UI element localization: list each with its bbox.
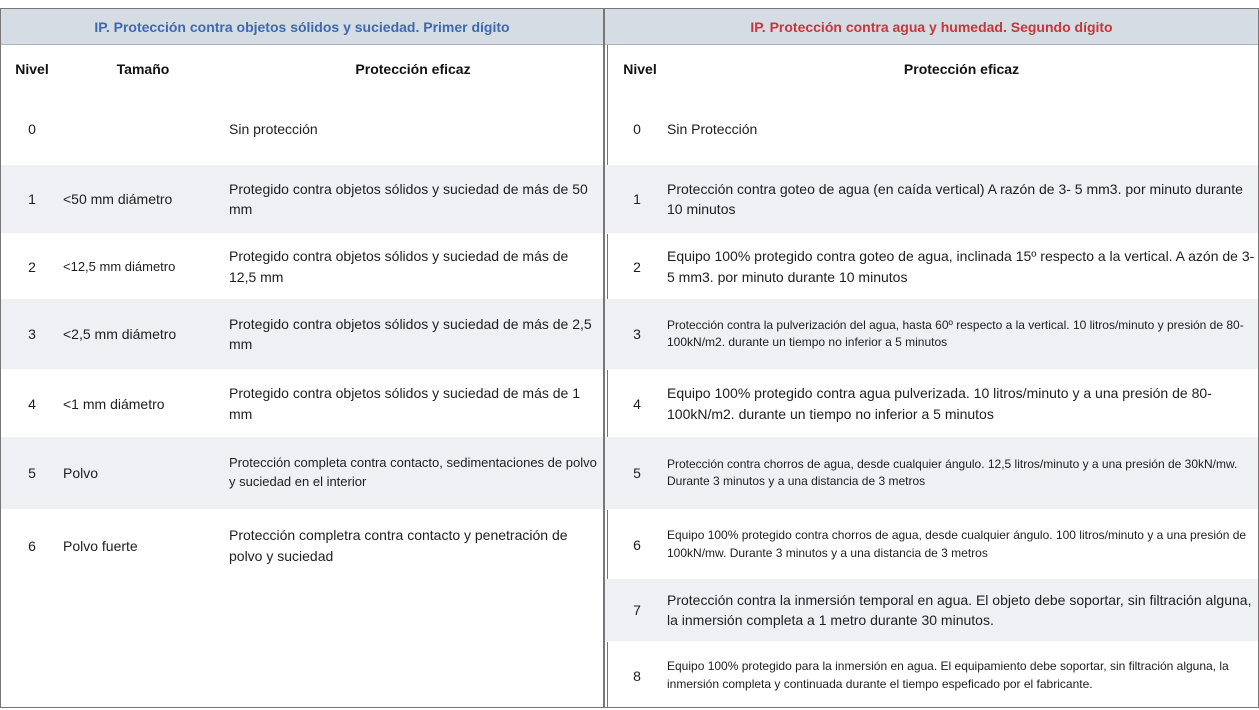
protection-cell: Protección contra chorros de agua, desde cualquier ángulo. 12,5 litros/minuto y a una presión de 30kN/mw. Durante 3 minutos y a una distancia de 3 metros xyxy=(667,456,1238,488)
size-cell: Polvo fuerte xyxy=(63,537,138,554)
size-cell xyxy=(63,93,223,165)
protection-cell: Equipo 100% protegido para la inmersión en agua. El equipamiento debe soportar, sin filtración alguna, la inmersión completa y continuada durante el tiempo espeficado por el fabricante. xyxy=(667,659,1229,691)
level-cell: 4 xyxy=(28,395,36,412)
level-cell: 0 xyxy=(633,121,641,137)
level-cell: 6 xyxy=(28,537,36,554)
table-row xyxy=(1,437,603,509)
protection-cell: Protegido contra objetos sólidos y suciedad de más de 2,5 mm xyxy=(229,315,592,352)
header-protection: Protección eficaz xyxy=(903,61,1020,77)
table-row xyxy=(1,369,603,437)
level-cell: 6 xyxy=(633,536,641,553)
level-cell: 4 xyxy=(633,395,641,412)
header-level: Nivel xyxy=(15,61,49,77)
table-row xyxy=(605,165,1258,233)
table-row xyxy=(1,299,603,369)
protection-cell: Protegido contra objetos sólidos y suciedad de más de 12,5 mm xyxy=(229,248,569,285)
level-cell: 3 xyxy=(28,326,36,342)
level-cell: 8 xyxy=(633,667,641,684)
table-row xyxy=(605,579,1258,641)
table-row xyxy=(1,165,603,233)
table-row xyxy=(1,93,603,165)
header-size: Tamaño xyxy=(116,61,170,77)
size-cell: <12,5 mm diámetro xyxy=(63,259,176,274)
protection-cell: Sin Protección xyxy=(667,120,758,137)
level-cell: 2 xyxy=(633,258,641,275)
protection-cell: Protección completa contra contacto, sedimentaciones de polvo y suciedad en el interior xyxy=(229,455,597,489)
protection-cell: Protección contra goteo de agua (en caída vertical) A razón de 3- 5 mm3. por minuto durante 10 minutos xyxy=(667,180,1243,217)
size-cell: <2,5 mm diámetro xyxy=(63,326,177,342)
level-cell: 3 xyxy=(633,326,641,342)
table-row xyxy=(605,509,1258,579)
level-cell: 1 xyxy=(28,191,36,207)
protection-cell: Equipo 100% protegido contra agua pulverizada. 10 litros/minuto y a una presión de 80-100kN/m2. durante un tiempo no inferior a 5 minutos xyxy=(667,385,1212,422)
size-cell: Polvo xyxy=(63,465,99,481)
water-protection-title: IP. Protección contra agua y humedad. Segundo dígito xyxy=(605,9,1258,45)
table-row xyxy=(605,93,1258,165)
protection-cell: Protegido contra objetos sólidos y suciedad de más de 50 mm xyxy=(229,180,588,217)
solid-protection-table xyxy=(0,8,604,708)
protection-cell: Protección completra contra contacto y penetración de polvo y suciedad xyxy=(229,527,568,564)
table-row xyxy=(605,641,1258,708)
level-cell: 0 xyxy=(28,121,36,137)
table-row xyxy=(1,233,603,299)
protection-cell: Protección contra la inmersión temporal en agua. El objeto debe soportar, sin filtración alguna, la inmersión completa a 1 metro durante 30 minutos. xyxy=(667,591,1252,628)
protection-cell: Protegido contra objetos sólidos y suciedad de más de 1 mm xyxy=(229,385,580,422)
protection-cell: Sin protección xyxy=(229,120,318,137)
protection-cell: Equipo 100% protegido contra chorros de agua, desde cualquier ángulo. 100 litros/minuto y a una presión de 100kN/mw. Durante 3 minutos y a una distancia de 3 metros xyxy=(667,528,1247,560)
level-cell: 2 xyxy=(28,258,36,275)
solid-protection-title: IP. Protección contra objetos sólidos y suciedad. Primer dígito xyxy=(1,9,603,45)
table-row xyxy=(605,437,1258,509)
level-cell: 7 xyxy=(633,602,641,618)
protection-cell: Protección contra la pulverización del agua, hasta 60º respecto a la vertical. 10 litros/minuto y presión de 80-100kN/m2. durante un tiempo no inferior a 5 minutos xyxy=(667,317,1244,349)
table-row xyxy=(1,509,603,581)
header-protection: Protección eficaz xyxy=(355,61,471,77)
header-level: Nivel xyxy=(623,61,657,77)
table-row xyxy=(605,299,1258,369)
size-cell: <50 mm diámetro xyxy=(63,191,173,207)
level-cell: 5 xyxy=(633,465,641,481)
table-row xyxy=(605,233,1258,299)
level-cell: 5 xyxy=(28,465,36,481)
water-protection-table xyxy=(604,8,1259,708)
protection-cell: Equipo 100% protegido contra goteo de agua, inclinada 15º respecto a la vertical. A azón de 3-5 mm3. por minuto durante 10 minutos xyxy=(667,248,1255,285)
table-row xyxy=(605,369,1258,437)
size-cell: <1 mm diámetro xyxy=(63,395,165,412)
level-cell: 1 xyxy=(633,191,641,207)
